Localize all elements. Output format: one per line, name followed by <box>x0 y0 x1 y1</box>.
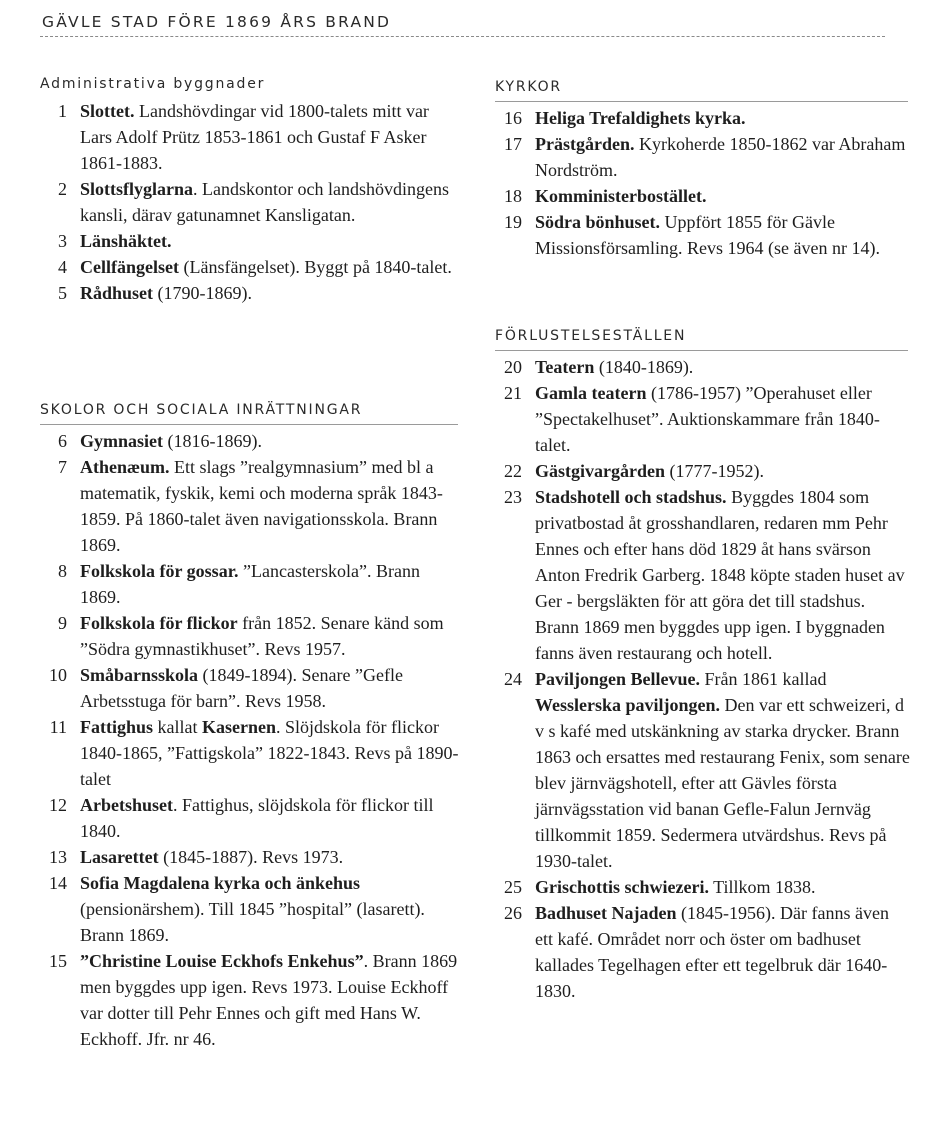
list-item <box>40 948 460 1052</box>
list-item <box>495 458 910 484</box>
entry-number: 9 <box>58 613 67 633</box>
list-item <box>40 558 460 610</box>
list-item <box>495 209 910 261</box>
list-item <box>40 714 460 792</box>
list-item <box>40 228 460 254</box>
entry-number: 21 <box>504 383 522 403</box>
list-item <box>495 354 910 380</box>
entry-number: 24 <box>504 669 522 689</box>
entry-number: 18 <box>504 186 522 206</box>
entry-title: Slottet. <box>80 101 135 121</box>
entry-text: (1790-1869). <box>153 283 253 303</box>
list-skolor <box>40 428 460 1052</box>
entry-text: (1845-1956). Där fanns även ett kafé. Området norr och öster om badhuset kallades Tegelhagen efter ett tegelbruk där 1640-1830. <box>535 903 889 1001</box>
entry-title: Gästgivargården <box>535 461 665 481</box>
page-title: GÄVLE STAD FÖRE 1869 ÅRS BRAND <box>42 13 392 31</box>
list-item <box>40 844 460 870</box>
entry-number: 6 <box>58 431 67 451</box>
list-item <box>495 380 910 458</box>
section-heading-administrativa: Administrativa byggnader <box>40 76 266 92</box>
list-item <box>40 280 460 306</box>
entry-text: . Fattighus, slöjdskola för flickor till 1840. <box>80 795 434 841</box>
section-rule-skolor <box>40 424 458 425</box>
list-kyrkor <box>495 105 910 261</box>
entry-number: 23 <box>504 487 522 507</box>
entry-text: kallat <box>153 717 202 737</box>
list-item <box>40 792 460 844</box>
entry-text: . Brann 1869 men byggdes upp igen. Revs 1973. Louise Eckhoff var dotter till Pehr Ennes och gift med Hans W. Eckhoff. Jfr. nr 46. <box>80 951 458 1049</box>
list-item <box>40 870 460 948</box>
entry-text: (1777-1952). <box>665 461 764 481</box>
entry-title: Badhuset Najaden <box>535 903 677 923</box>
entry-number: 7 <box>58 457 67 477</box>
entry-title: Gymnasiet <box>80 431 163 451</box>
entry-title: Paviljongen Bellevue. <box>535 669 700 689</box>
list-item <box>40 610 460 662</box>
entry-number: 15 <box>49 951 67 971</box>
entry-text-secondary: . Slöjdskola för flickor 1840-1865, ”Fattigskola” 1822-1843. Revs på 1890-talet <box>80 717 459 789</box>
list-item <box>40 254 460 280</box>
entry-title: Folkskola för flickor <box>80 613 238 633</box>
entry-number: 13 <box>49 847 67 867</box>
entry-number: 25 <box>504 877 522 897</box>
section-heading-forlustelse: FÖRLUSTELSESTÄLLEN <box>495 328 687 344</box>
entry-title: Cellfängelset <box>80 257 179 277</box>
entry-text: Ett slags ”realgymnasium” med bl a matematik, fyskik, kemi och moderna språk 1843-1859. På 1860-talet även navigationsskola. Brann 1869. <box>80 457 443 555</box>
entry-text: ”Lancasterskola”. Brann 1869. <box>80 561 420 607</box>
entry-title-secondary: Kasernen <box>202 717 276 737</box>
entry-text: från 1852. Senare känd som ”Södra gymnastikhuset”. Revs 1957. <box>80 613 444 659</box>
entry-title: Teatern <box>535 357 595 377</box>
entry-text: (Länsfängelset). Byggt på 1840-talet. <box>178 257 452 277</box>
entry-title: Lasarettet <box>80 847 159 867</box>
entry-title: Prästgården. <box>535 134 635 154</box>
entry-number: 19 <box>504 212 522 232</box>
entry-number: 8 <box>58 561 67 581</box>
entry-text: Uppfört 1855 för Gävle Missionsförsamling. Revs 1964 (se även nr 14). <box>535 212 880 258</box>
list-administrativa <box>40 98 460 306</box>
entry-text: (1816-1869). <box>163 431 262 451</box>
entry-text: Från 1861 kallad <box>700 669 827 689</box>
section-heading-kyrkor: KYRKOR <box>495 79 562 95</box>
entry-text: (1849-1894). Senare ”Gefle Arbetsstuga för barn”. Revs 1958. <box>80 665 403 711</box>
entry-text: . Landskontor och landshövdingens kansli, därav gatunamnet Kansligatan. <box>80 179 449 225</box>
entry-title: Slottsflyglarna <box>80 179 194 199</box>
list-item <box>40 428 460 454</box>
entry-text: (1845-1887). Revs 1973. <box>158 847 344 867</box>
entry-title-secondary: Wesslerska paviljongen. <box>535 695 721 715</box>
list-item <box>495 874 910 900</box>
list-item <box>40 662 460 714</box>
entry-text: Kyrkoherde 1850-1862 var Abraham Nordström. <box>535 134 906 180</box>
entry-number: 17 <box>504 134 522 154</box>
entry-number: 3 <box>58 231 67 251</box>
list-item <box>495 666 910 874</box>
entry-number: 12 <box>49 795 67 815</box>
list-item <box>495 183 910 209</box>
list-item <box>495 131 910 183</box>
entry-number: 14 <box>49 873 67 893</box>
entry-title: Länshäktet. <box>80 231 172 251</box>
entry-text-secondary: Den var ett schweizeri, d v s kafé med utskänkning av starka drycker. Brann 1863 och ersattes med restaurang Fenix, som senare blev järnvägshotell, efter att Gävles första järnvägsstation vid banan Gefle-Falun Jernväg tillkommit 1859. Sedermera utvärdshus. Revs på 1930-talet. <box>535 695 910 871</box>
entry-title: ”Christine Louise Eckhofs Enkehus” <box>80 951 364 971</box>
entry-number: 1 <box>58 101 67 121</box>
entry-number: 11 <box>49 717 67 737</box>
entry-title: Arbetshuset <box>80 795 173 815</box>
page-header <box>40 10 885 37</box>
entry-number: 20 <box>504 357 522 377</box>
entry-title: Fattighus <box>80 717 154 737</box>
entry-title: Komministerbostället. <box>535 186 707 206</box>
section-heading-skolor: SKOLOR OCH SOCIALA INRÄTTNINGAR <box>40 402 363 418</box>
entry-number: 2 <box>58 179 67 199</box>
section-rule-forlustelse <box>495 350 908 351</box>
entry-title: Athenæum. <box>80 457 170 477</box>
entry-title: Heliga Trefaldighets kyrka. <box>535 108 746 128</box>
entry-text: Byggdes 1804 som privatbostad åt grosshandlaren, redaren mm Pehr Ennes och efter hans död 1829 åt hans svärson Anton Fredrik Garberg. 1848 köpte staden huset av Ger - bergsläkten för att göra det till stadshus. Brann 1869 men byggdes upp igen. I byggnaden fanns även restaurang och hotell. <box>535 487 905 663</box>
list-item <box>40 98 460 176</box>
section-rule-kyrkor <box>495 101 908 102</box>
list-item <box>495 484 910 666</box>
entry-title: Rådhuset <box>80 283 154 303</box>
entry-number: 26 <box>504 903 522 923</box>
list-forlustelse <box>495 354 910 1004</box>
entry-title: Södra bönhuset. <box>535 212 661 232</box>
list-item <box>40 454 460 558</box>
entry-text: (1786-1957) ”Operahuset eller ”Spectakelhuset”. Auktionskammare från 1840-talet. <box>535 383 880 455</box>
entry-title: Grischottis schwiezeri. <box>535 877 709 897</box>
list-item <box>40 176 460 228</box>
entry-title: Småbarnsskola <box>80 665 199 685</box>
entry-title: Folkskola för gossar. <box>80 561 239 581</box>
list-item <box>495 105 910 131</box>
entry-number: 5 <box>58 283 67 303</box>
entry-text: (1840-1869). <box>594 357 694 377</box>
entry-number: 16 <box>504 108 522 128</box>
entry-number: 22 <box>504 461 522 481</box>
entry-number: 4 <box>58 257 67 277</box>
entry-text: Tillkom 1838. <box>708 877 816 897</box>
entry-title: Sofia Magdalena kyrka och änkehus <box>80 873 361 893</box>
entry-number: 10 <box>49 665 67 685</box>
list-item <box>495 900 910 1004</box>
entry-title: Stadshotell och stadshus. <box>535 487 727 507</box>
header-rule <box>40 36 885 37</box>
entry-title: Gamla teatern <box>535 383 647 403</box>
entry-text: (pensionärshem). Till 1845 ”hospital” (lasarett). Brann 1869. <box>80 899 425 945</box>
entry-text: Landshövdingar vid 1800-talets mitt var Lars Adolf Prütz 1853-1861 och Gustaf F Asker 1861-1883. <box>80 101 429 173</box>
